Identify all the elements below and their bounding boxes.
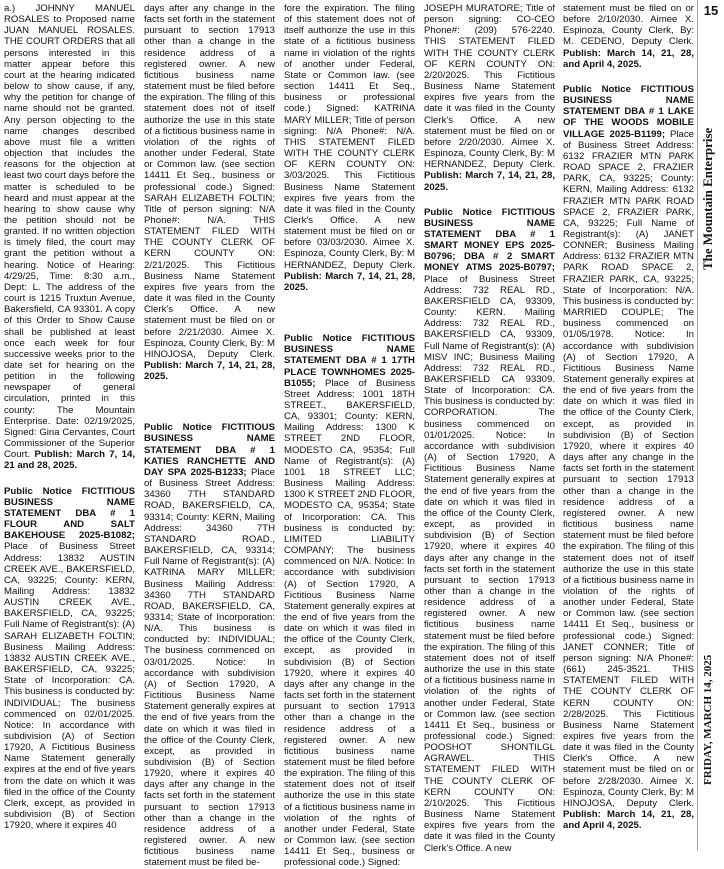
legal-notice [284,3,415,293]
notice-body: a.) JOHNNY MANUEL ROSALES to Proposed name JUAN MANUEL ROSALES. THE COURT ORDERS that all persons interested in this matter appear before this court at the hearing indicated below to show cause, if any, why the petition for change of name should not be granted. Any person objecting to the name changes described above must file a written objection that includes the reasons for the objection at least two court days before the matter is scheduled to be heard and must appear at the hearing to show cause why the petition should not be granted. If no written objection is timely filed, the court may grant the petition without a hearing. Notice of Hearing: 4/29/25, Time: 8:30 a.m., Dept: L. The address of the court is 1215 Truxtun Avenue, Bakersfield, CA 93301. A copy of this Order to Show Cause shall be published at least once each week for four successive weeks prior to the date set for hearing on the petition in the following newspaper of general circulation, printed in this county: The Mountain Enterprise. Date: 02/19/2025, Signed: Gina Cervantes, Court Commissioner of the Superior Court. [4,3,135,461]
legal-notice [144,422,275,868]
notice-heading: Public Notice FICTITIOUS BUSINESS NAME STATEMENT DBA # 1 17TH PLACE TOWNHOMES 2025-B1055; [284,333,415,389]
notice-heading: Public Notice FICTITIOUS BUSINESS NAME STATEMENT DBA # 1 LAKE OF THE WOODS MOBILE VILLAGE 2025-B1199; [563,83,694,140]
legal-notice [284,333,415,869]
column-3 [284,3,415,869]
notice-heading: Public Notice FICTITIOUS BUSINESS NAME STATEMENT DBA # 1 FLOUR AND SALT BAKEHOUSE 2025-B1082; [4,485,135,542]
column-2 [144,3,275,869]
column-5 [563,3,694,850]
publish-dates: Publish: March 14, 21, 28, and April 4, 2025. [563,809,694,832]
notice-body: Place of Business Street Address: 34360 7TH STANDARD ROAD, BAKERSFIELD, CA, 93314; County: KERN, Mailing Address: 34360 7TH STANDARD ROAD., BAKERSFIELD, CA, 93314; Full Name of Registrant(s): (A) KATRINA MARY MILLER; Business Mailing Address: 34360 7TH STANDARD ROAD, BAKERSFIELD, CA, 93314; State of Incorporation: N/A. This business is conducted by: INDIVIDUAL; The business commenced on 03/01/2025. Notice: In accordance with subdivision (A) of Section 17920, A Fictitious Business Name Statement generally expires at the end of five years from the date on which it was filed in the office of the County Clerk, except, as provided in subdivision (B) of Section 17920, where it expires 40 days after any change in the facts set forth in the statement pursuant to section 17913 other than a change in the residence address of a registered owner. A new fictitious business name statement must be filed be- [144,466,275,869]
notice-body: fore the expiration. The filing of this statement does not of itself authorize the use in this state of a fictitious business name in violation of the rights of another under Federal, State or Common law. (see section 14411 Et Seq., business or professional code.) Signed: KATRINA MARY MILLER; Title of person signing: N/A Phone#: N/A. THIS STATEMENT FILED WITH THE COUNTY CLERK OF KERN COUNTY ON: 3/03/2025. This Fictitious Business Name Statement expires five years from the date it was filed in the County Clerk's Office. A new statement must be filed on or before 03/03/2030. Aimee X. Espinoza, County Clerk, By: M HERNANDEZ, Deputy Clerk. [284,3,415,271]
dateline: FRIDAY, MARCH 14, 2025 [702,654,714,786]
legal-notice [563,84,694,831]
legal-notice [144,3,275,382]
notice-body: statement must be filed on or before 2/10/2030. Aimee X. Espinoza, County Clerk, By: M. CEDENO, Deputy Clerk. [563,3,694,48]
notice-body: Place of Business Street Address: 1001 18TH STREET., BAKERSFIELD, CA, 93301; County: KERN, Mailing Address: 1300 K STREET 2ND FLOOR, MODESTO CA, 95354; Full Name of Registrant(s): (A) 1001 18 STREET LLC; Business Mailing Address: 1300 K STREET 2ND FLOOR, MODESTO CA, 95354; State of Incorporation: CA. This business is conducted by: LIMITED LIABILITY COMPANY; The business commenced on N/A. Notice: In accordance with subdivision (A) of Section 17920, A Fictitious Business Name Statement generally expires at the end of five years from the date on which it was filed in the office of the County Clerk, except, as provided in subdivision (B) of Section 17920, where it expires 40 days after any change in the facts set forth in the statement pursuant to section 17913 other than a change in the residence address of a registered owner. A new fictitious business name statement must be filed before the expiration. The filing of this statement does not of itself authorize the use in this state of a fictitious business name in violation of the rights of another under Federal, State or Common law. (see section 14411 Et Seq., business or professional code.) Signed: [284,377,415,869]
publish-dates: Publish: March 7, 14, 21, 28, 2025. [284,270,415,293]
notice-body: JOSEPH MURATORE; Title of person signing: CO-CEO Phone#: (209) 576-2240. THIS STATEMENT FILED WITH THE COUNTY CLERK OF KERN COUNTY ON: 2/20/2025. This Fictitious Business Name Statement expires five years from the date it was filed in the County Clerk's Office. A new statement must be filed on or before 2/20/2030. Aimee X. Espinoza, County Clerk, By: M HERNANDEZ, Deputy Clerk. [424,3,555,171]
legal-notice [4,3,135,472]
notice-body: Place of Business Street Address: 6132 FRAZIER MTN PARK ROAD SPACE 2, FRAZIER PARK, CA, 93225; County: KERN, Mailing Address: 6132 FRAZIER MTN PARK ROAD SPACE 2, FRAZIER PARK, CA, 93225; Full Name of Registrant(s): (A) JANET CONNER; Business Mailing Address: 6132 FRAZIER MTN PARK ROAD SPACE 2, FRAZIER PARK, CA, 93225; State of Incorporation: N/A. This business is conducted by: MARRIED COUPLE; The business commenced on 01/05/1978. Notice: In accordance with subdivision (A) of Section 17920, A Fictitious Business Name Statement generally expires at the end of five years from the date on which it was filed in the office of the County Clerk, except, as provided in subdivision (B) of Section 17920, where it expires 40 days after any change in the facts set forth in the statement pursuant to section 17913 other than a change in the residence address of a registered owner. A new fictitious business name statement must be filed before the expiration. The filing of this statement does not of itself authorize the use in this state of a fictitious business name in violation of the rights of another under Federal, State or Common law. (see section 14411 Et Seq., business or professional code.) Signed: JANET CONNER; Title of person signing: N/A Phone#: (661) 245-3521. THIS STATEMENT FILED WITH THE COUNTY CLERK OF KERN COUNTY ON: 2/28/2025. This Fictitious Business Name Statement expires five years from the date it was filed in the County Clerk's Office. A new statement must be filed on or before 2/28/2030. Aimee X. Espinoza, County Clerk, By: M HINOJOSA, Deputy Clerk. [563,128,694,809]
publish-dates: Publish: March 7, 14, 21, 28, 2025. [144,360,275,383]
publish-dates: Publish: March 14, 21, 28, and April 4, 2025. [563,47,694,70]
notice-body: Place of Business Street Address: 732 REAL RD., BAKERSFIELD CA, 93309, County: KERN. Mailing Address: 732 REAL RD., BAKERSFIELD CA, 93309, Full Name of Registrant(s): (A) MISV INC; Business Mailing Address: 732 REAL RD., BAKERSFIELD CA 93309. State of Incorporation: CA. This business is conducted by: CORPORATION. The business commenced on 01/01/2025. Notice: In accordance with subdivision (A) of Section 17920, A Fictitious Business Name Statement generally expires at the end of five years from the date on which it was filed in the office of the County Clerk, except, as provided in subdivision (B) of Section 17920, where it expires 40 days after any change in the facts set forth in the statement pursuant to section 17913 other than a change in the residence address of a registered owner. A new fictitious business name statement must be filed before the expiration. The filing of this statement does not of itself authorize the use in this state of a fictitious business name in violation of the rights of another under Federal, State or Common law. (see section 14411 Et Seq., business or professional code.) Signed: POOSHOT SHONTILGL AGRAWEL. THIS STATEMENT FILED WITH THE COUNTY CLERK OF KERN COUNTY ON: 2/10/2025. This Fictitious Business Name Statement expires five years from the date it was filed in the County Clerk's Office. A new [424,273,555,854]
notice-heading: Public Notice FICTITIOUS BUSINESS NAME STATEMENT DBA # 1 SMART MONEY EPS 2025-B0796; DBA # 2 SMART MONEY ATMS 2025-B0797; [424,206,555,274]
legal-notice [563,3,694,70]
legal-notice [4,486,135,832]
publish-dates: Publish: March 7, 14, 21 and 28, 2025. [4,449,135,472]
notice-heading: Public Notice FICTITIOUS BUSINESS NAME STATEMENT DBA # 1 KATIES RANCHETTE AND DAY SPA 2025-B1233; [144,422,275,478]
notice-body: Place of Business Street Address: 13832 AUSTIN CREEK AVE., BAKERSFIELD, CA, 93225; County: KERN, Mailing Address: 13832 AUSTIN CREEK AVE., BAKERSFIELD, CA, 93225; Full Name of Registrant(s): (A) SARAH ELIZABETH FOLTIN; Business Mailing Address: 13832 AUSTIN CREEK AVE., BAKERSFIELD, CA, 93225; State of Incorporation: CA. This business is conducted by: INDIVIDUAL; The business commenced on 02/01/2025. Notice: In accordance with subdivision (A) of Section 17920, A Fictitious Business Name Statement generally expires at the end of five years from the date on which it was filed in the office of the County Clerk, except, as provided in subdivision (B) of Section 17920, where it expires 40 [4,541,135,832]
column-4 [424,3,555,854]
page-number: 15 [703,3,719,18]
column-1 [4,3,135,850]
legal-notice [424,207,555,854]
masthead-title: The Mountain Enterprise [700,127,715,270]
publish-dates: Publish: March 7, 14, 21, 28, 2025. [424,170,555,193]
notice-body: days after any change in the facts set forth in the statement pursuant to section 17913 other than a change in the residence address of a registered owner. A new fictitious business name statement must be filed before the expiration. The filing of this statement does not of itself authorize the use in this state of a fictitious business name in violation of the rights of another under Federal, State or Common law. (see section 14411 Et Seq., business or professional code.) Signed: SARAH ELIZABETH FOLTIN; Title of person signing: N/A Phone#: N/A. THIS STATEMENT FILED WITH THE COUNTY CLERK OF KERN COUNTY ON: 2/21/2025. This Fictitious Business Name Statement expires five years from the date it was filed in the County Clerk's Office. A new statement must be filed on or before 2/21/2030. Aimee X. Espinoza, County Clerk, By: M HINOJOSA, Deputy Clerk. [144,3,275,360]
legal-notice [424,3,555,193]
page-sidebar [697,0,724,850]
